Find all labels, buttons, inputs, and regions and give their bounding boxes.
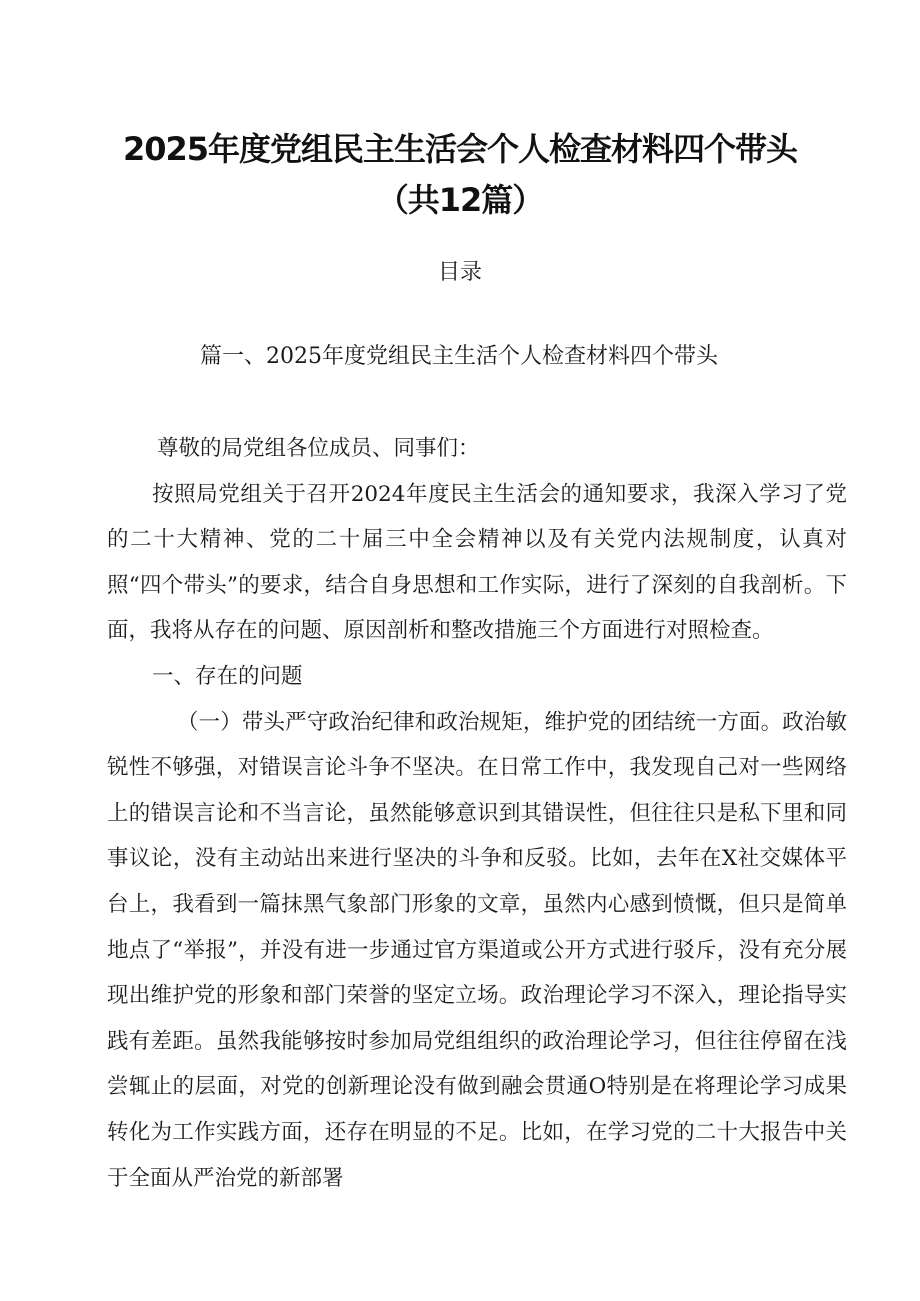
subsection-paragraph: （一）带头严守政治纪律和政治规矩，维护党的团结统一方面。政治敏锐性不够强，对错误言论斗争不坚决。在日常工作中，我发现自己对一些网络上的错误言论和不当言论，虽然能够意识到其错误性，但往往只是私下里和同事议论，没有主动站出来进行坚决的斗争和反驳。比如，去年在X社交媒体平台上，我看到一篇抹黑气象部门形象的文章，虽然内心感到愤慨，但只是简单地点了“举报”，并没有进一步通过官方渠道或公开方式进行驳斥，没有充分展现出维护党的形象和部门荣誉的坚定立场。政治理论学习不深入，理论指导实践有差距。虽然我能够按时参加局党组组织的政治理论学习，但往往停留在浅尝辄止的层面，对党的创新理论没有做到融会贯通O特别是在将理论学习成果转化为工作实践方面，还存在明显的不足。比如，在学习党的二十大报告中关于全面从严治党的新部署 (107, 709, 847, 1191)
document-title: 2025年度党组民主生活会个人检查材料四个带头 (122, 130, 798, 168)
intro-paragraph: 按照局党组关于召开2024年度民主生活会的通知要求，我深入学习了党的二十大精神、党的二十届三中全会精神以及有关党内法规制度，认真对照“四个带头”的要求，结合自身思想和工作实际，进行了深刻的自我剖析。下面，我将从存在的问题、原因剖析和整改措施三个方面进行对照检查。 (107, 481, 847, 644)
toc-entry: 篇一、2025年度党组民主生活个人检查材料四个带头 (200, 344, 718, 369)
salutation: 尊敬的局党组各位成员、同事们： (157, 436, 480, 461)
document-body (107, 426, 847, 1201)
toc-heading: 目录 (437, 260, 482, 285)
document-title-count: （共12篇） (376, 181, 544, 219)
section-heading: 一、存在的问题 (152, 663, 303, 689)
